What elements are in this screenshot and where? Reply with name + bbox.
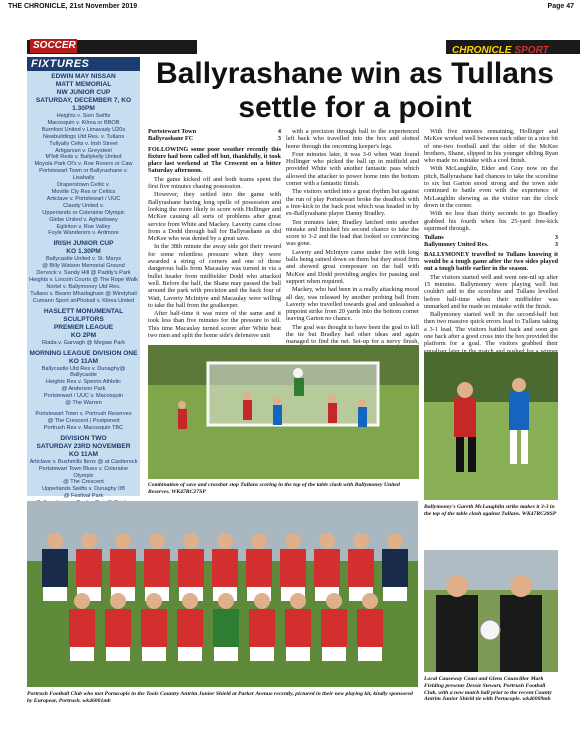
fixture-line: Nortel v. Ballymoney Utd Res. (46, 283, 121, 290)
fixture-line: Articlave v. Bushmills Ibrox @ at Castlerock (29, 458, 138, 465)
player-head (47, 533, 63, 549)
player-shirt (382, 549, 408, 587)
fixture-line: Heights Res v. Sperrin Athletic (45, 379, 122, 386)
team-name: Portstewart Town (148, 128, 197, 135)
article-paragraph: Four minutes later, it was 3-0 when Watt found Hollinger who picked the ball up in midfield and provided White with another fantastic pass which allowed the attacker to power home into the bottom corner with a fantastic finish. (286, 150, 419, 188)
article-paragraph: With no less than thirty seconds to go Bradley grabbed his fourth when his 25-yard free-kick squirmed through. (424, 210, 558, 232)
team-score: 3 (554, 234, 558, 242)
fixture-line: Artigarvan v. Greysteel (55, 147, 112, 154)
player-shirt (357, 609, 383, 647)
photo-team-portrush (27, 501, 418, 687)
team-score: 3 (554, 241, 558, 249)
fixture-heading: KO 2PM (70, 331, 97, 339)
chronicle-sport-banner (446, 40, 580, 54)
player-shirt (144, 549, 170, 587)
fixture-line: @ The Crescent | Postponed (47, 417, 120, 424)
player-shorts (383, 587, 407, 601)
column-2-text (286, 128, 419, 360)
fixture-line: Eglinton v. Roe Valley (56, 223, 111, 230)
photo-presentation (424, 550, 558, 672)
team-name: Tullans (424, 234, 444, 242)
article-paragraph: Mackey, who had been in a really attacking mood all day, was released by another probing ball from Laverty who travelled towards goal and unleashed a pinpoint strike from 20 yards into the bottom corner leaving Garton no chance. (286, 286, 419, 323)
fixture-line: Newbuildings Utd Res. v. Tullans (42, 133, 125, 140)
player-shirt (178, 549, 204, 587)
player-shirt (285, 609, 311, 647)
fixture-line: Portstewart / UUC v. Macosquin (43, 393, 124, 400)
player-head (81, 533, 97, 549)
player-head (218, 593, 234, 609)
fixture-heading: SATURDAY, DECEMBER 7, KO 1.30PM (35, 97, 132, 112)
player-head (115, 533, 131, 549)
caption-celebration: Ballymoney's Gareth McLaughlin strike makes it 3-3 in the top of the table clash against Tullans. WK47RC28SP (424, 504, 557, 517)
soccer-logo: SOCCER (30, 39, 77, 53)
player-shirt (314, 549, 340, 587)
article-paragraph: FOLLOWING some poor weather recently this fixture had been called off but, thankfully, it took place last weekend at The Crescent on a bitter Saturday afternoon. (148, 145, 281, 175)
result-tullans-ballymoney (424, 234, 558, 249)
fixture-line: @ The Warren (65, 400, 102, 407)
fixture-heading: MATT MEMORIAL (55, 81, 112, 88)
caption-presentation: Local Causeway Coast and Glens Councillor Mark Fielding presents Dessie Stewart, Portrush Football Club, with a new match ball prior to the recent County Antrim Junior Shield tie with Portacople. wk46009mb (424, 676, 552, 703)
player-head (290, 593, 306, 609)
fixture-line: Tullyally Celts v. Irish Street (49, 140, 118, 147)
photo-goalmouth-action (148, 345, 419, 479)
photo-celebration (424, 352, 558, 500)
page-header (0, 0, 580, 22)
fixture-line: Portstewart Town Blues v. Coleraine Olympic (38, 465, 129, 479)
fixture-line: @ Billy Watson Memorial Ground (42, 263, 125, 270)
column-1-text (148, 146, 281, 340)
player-shirt (110, 549, 136, 587)
article-column-1 (148, 128, 281, 340)
fixture-heading: PREMIER LEAGUE (53, 323, 114, 331)
player-shirt (177, 609, 203, 647)
article-paragraph: The goal was thought to have been the goal to kill the tie but Bradley had other ideas and again managed to find the net. Set-up for a nervy finish, (286, 323, 419, 346)
fixture-line: Upperlands Swifts v. Dunaghy 0B (42, 486, 125, 493)
fixture-line: Claudy United v. (63, 202, 104, 209)
fixture-heading: NW JUNIOR CUP (56, 89, 111, 96)
fixture-line: Macosquin v. Kilrea or BBOB (47, 119, 120, 126)
article-column-2 (286, 128, 419, 361)
player-shirt (42, 549, 68, 587)
fixture-line: Cumann Sport anPhobail v. Kilrea United (32, 297, 135, 304)
player-shirt (141, 609, 167, 647)
goalmouth-photo-image (148, 345, 419, 479)
article-headline: Ballyrashane win as Tullans settle for a point (156, 57, 554, 124)
team-photo-image (27, 501, 418, 687)
player-shirt (213, 609, 239, 647)
article-paragraph: The visitors started well and went one-nil up after 15 minutes. Ballymoney were playing well but couldn't add to the scoreline and Tullans levelled before half-time when their midfielder was unmarked and he made no mistake with the finish. (424, 273, 558, 310)
fixture-heading: HASLETT MONUMENTAL SCULPTORS (43, 307, 124, 323)
fixture-line: Heights v. Lincoln Courts @ The Rope Walk (29, 277, 138, 284)
player-head (254, 593, 270, 609)
fixture-line: Portrush Res v. Macosquin TBC (43, 424, 124, 431)
score-row (148, 128, 281, 135)
column-3-text (424, 128, 558, 232)
article-paragraph: After half-time it was more of the same and it took less than five minutes for the pressure to tell. This time Macaulay turned scorer after White beat two men and split the home side's defensive unit (148, 310, 281, 340)
player-head (149, 533, 165, 549)
player-head (285, 533, 301, 549)
player-head (217, 533, 233, 549)
article-paragraph: Laverty and McIntyre came under fire with long balls being rained down on them but they stood firm and showed great composure on the ball with McKee and Dodd providing angles for passing and support when required. (286, 248, 419, 285)
sport-label: SPORT (514, 45, 549, 56)
fixtures-list (27, 71, 140, 526)
fixture-line: Foyle Wanderers v. Ardmore (48, 230, 119, 237)
article-paragraph: With five minutes remaining, Hollinger and McKee worked well between each other in a nice bit of one-two football and the older of the McKee brothers, Shane, slipped in his younger sibling Ryan who made no mistake with a cool finish. (424, 128, 558, 165)
player-shirt (76, 549, 102, 587)
fixture-line: Ballycastle Utd Res v. Dunaghy@ Ballycastle (41, 365, 126, 379)
player-head (183, 533, 199, 549)
player-shirt (321, 609, 347, 647)
score-row (148, 135, 281, 142)
player-head (353, 533, 369, 549)
player-shorts (214, 647, 238, 661)
player-shorts (250, 647, 274, 661)
player-head (74, 593, 90, 609)
article-paragraph: However, they settled into the game with Ballyrashane having long spells of possession and looking the more likely to score with Hollinger and McKee causing all sorts of problems after great service from White and Mackey. Laverty came close from a Dodd through ball for Ballyrashane as did McKee who was denied by a great save. (148, 191, 281, 243)
fixture-heading: KO 11AM (69, 450, 98, 458)
player-shorts (322, 647, 346, 661)
article-paragraph: The visitors settled into a great rhythm but against the run of play Portstewart broke the deadlock with a free-kick to the back post which was headed in by ex-Ballyrashane player Danny Bradley. (286, 188, 419, 218)
caption-team: Portrush Football Club who met Portacople in the Tools Country Antrim Junior Shield at Parker Avenue recently, pictured in their new playing kit, kindly sponsored by Europear, Portrush. wk46001mb (27, 691, 413, 704)
article-paragraph: In the 38th minute the away side got their reward for some relentless pressure when they were awarded a string of corners and one of those dangerous balls from Macaulay was turned in via a bullet header from midfielder Dodd who attacked well. Before the half, the Shane may passed the ball around the park with precision and the back four of Watt, Laverty McIntyre and Macaulay were willing to take the ball from the goalkeeper. (148, 243, 281, 309)
player-shorts (142, 647, 166, 661)
player-shorts (178, 647, 202, 661)
player-head (387, 533, 403, 549)
fixture-heading: KO 11AM (69, 357, 98, 365)
team-name: Ballymoney United Res. (424, 241, 489, 249)
fixture-line: @ The Crescent (63, 479, 104, 486)
article-paragraph: Ten minutes later, Bradley latched onto another mistake and finished his second chance to take the score to 3-2 and the lead that looked so convincing was gone. (286, 218, 419, 248)
fixture-line: Heights v. Sion Swifts (56, 113, 111, 119)
fixtures-panel (27, 57, 140, 500)
player-head (146, 593, 162, 609)
fixture-line: M'felt Reds v. Ballykelly United (45, 154, 122, 161)
score-row (424, 234, 558, 241)
player-shorts (358, 647, 382, 661)
page-number: Page 47 (547, 3, 574, 10)
article-paragraph: The game kicked off and both teams spent the first five minutes chasing possession. (148, 175, 281, 191)
caption-goalmouth: Combination of save and crossbar stop Tullans scoring in the top of the table clash with Ballymoney United Reserves. WK47RC27SP (148, 482, 400, 495)
article-paragraph: With McLaughlin, Elder and Gray now on the pitch, Ballyrashane had chances to take the scoreline to six but Garton stood strong and the town side continued to battle even with the experience of McLaughlin showing as the visitor ran the clock down in the corner. (424, 165, 558, 209)
player-shorts (286, 647, 310, 661)
player-head (110, 593, 126, 609)
article-column-3 (424, 128, 558, 378)
player-shirt (105, 609, 131, 647)
fixture-heading: IRISH JUNIOR CUP (53, 240, 114, 248)
player-head (251, 533, 267, 549)
player-head (319, 533, 335, 549)
fixture-line: @ Festival Park (63, 493, 104, 500)
fixture-line: Upperlands or Coleraine Olympic (42, 209, 125, 216)
player-shirt (212, 549, 238, 587)
fixture-heading: MORNING LEAGUE DIVISION ONE (29, 349, 138, 357)
fixture-line: Dervock v. Sandy Hill @ Paddy's Park (36, 270, 131, 277)
team-score: 3 (277, 135, 281, 143)
fixture-line: @ Anderson Park (61, 386, 106, 393)
player-shirt (348, 549, 374, 587)
fixture-line: Moyola Park Ol's v. Roe Rovers or Caw (34, 161, 133, 168)
fixture-line: Burnfoot United v Limavady U20s (41, 126, 126, 133)
player-head (326, 593, 342, 609)
publication-date: THE CHRONICLE, 21st November 2019 (8, 3, 138, 10)
fixture-heading: KO 1.30PM (66, 248, 101, 256)
result-portstewart-ballyrashane (148, 128, 281, 143)
score-row (424, 241, 558, 248)
fixture-line: Riada v. Garvagh @ Megaw Park (42, 339, 125, 346)
player-shirt (280, 549, 306, 587)
fixture-line: Glebe United v. Aghadowey (49, 216, 118, 223)
presentation-photo-image (424, 550, 558, 672)
article-paragraph: BALLYMONEY travelled to Tullans knowing it would be a tough game after the two sides played out a tough battle earlier in the season. (424, 250, 558, 273)
player-shirt (69, 609, 95, 647)
fixture-line: Portstewart Town or Ballyrashane v. Lisahally (39, 168, 128, 182)
player-shorts (70, 647, 94, 661)
celebration-photo-image (424, 352, 558, 500)
team-score: 4 (277, 128, 281, 135)
player-shirt (249, 609, 275, 647)
fixture-line: Moville Cty Res or Celtics (51, 188, 116, 195)
fixture-line: Draperstown Celtic v. (57, 182, 110, 189)
article-paragraph: with a precision through ball to the experienced left back who travelled into the box and slotted home through the oncoming keeper's legs. (286, 128, 419, 150)
player-shirt (246, 549, 272, 587)
fixtures-title: FIXTURES (27, 57, 140, 71)
chronicle-label: CHRONICLE (452, 45, 512, 56)
player-shorts (43, 587, 67, 601)
fixture-line: Articlave v. Portstewart / UUC (46, 195, 121, 202)
fixture-heading: DIVISION TWO (60, 434, 107, 442)
fixture-line: Ballycastle United v. St. Marys (45, 256, 122, 263)
player-shorts (106, 647, 130, 661)
player-head (182, 593, 198, 609)
fixture-heading: SATURDAY 23RD NOVEMBER (36, 442, 131, 450)
fixture-line: Portstewart Town v. Portrush Reserves (35, 411, 132, 417)
article-paragraph: Ballymoney started well in the second-half but then two massive quick errors lead to Tullans taking a 3-1 lead. The visitors battled back and soon got one back after a good cross into the box provided the platform for a goal. The visitors grabbed their (424, 311, 558, 348)
player-head (362, 593, 378, 609)
fixture-heading: EDWIN MAY NISSAN (51, 73, 116, 80)
team-name: Ballyrashane FC (148, 135, 194, 143)
fixture-line: Tullans v. Beann Mhadaghain @ Windyhall (30, 290, 137, 297)
